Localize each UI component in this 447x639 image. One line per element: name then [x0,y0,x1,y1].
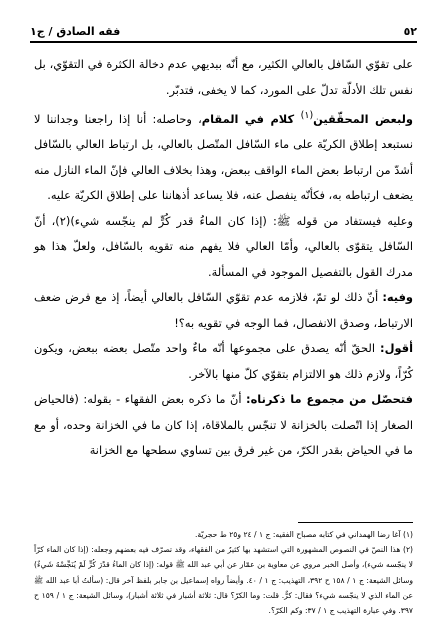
paragraph-5 [34,336,413,387]
paragraph-1: على تقوّي السّافل بالعالي الكثير، مع أنّه ببديهي عدم دخالة الكثرة في التقوّي، بل نفس تلك الأدلّة تدلّ على المورد، كما لا يخفى، فتدبّر. [34,57,413,97]
paragraph-2 [34,103,413,209]
paragraph-2-lead-continued: كلام في المقام [201,111,301,126]
page-header [30,20,417,38]
footnote-2: (٢) هذا النصّ في النصوص المشهورة التي استشهد بها كثيرٌ من الفقهاء، وقد تصرّف فيه بعضهم وجعله: (إذا كان الماء كرّاً لا ينجّسه شيء)، وأصل الخبر مروي عن معاوية بن عمّار عن أبي عبد الله ﷺ قوله: (إذا كان الماءُ قدْرَ كُرٍّ لَمْ يُنَجِّسْهُ شَيءٌ) وسائل الشيعة: ج ١ / ١٥٨ ح ٣٩٢، التهذيب: ج ١ / ٤٠. وأيضاً رواه إسماعيل بن جابر بلفظ آخر قال: (سألتُ أبا عبد الله ﷺ عن الماء الذي لا ينجّسه شيء؟ فقال: كرٌّ. قلت: وما الكرّ؟ قال: ثلاثة أشبار في ثلاثة أشبار)، وسائل الشيعة: ج ١ / ١٥٩ ح ٣٩٧. وفي عبارة التهذيب ج ١ / ٣٧: وكم الكرّ؟. [34,545,413,616]
paragraph-6 [34,387,413,464]
paragraph-3: وعليه فيستفاد من قوله ﷺ: (إذا كان الماءُ قدر كُرٍّ لم ينجّسه شيء)(٢)، أنّ السّافل يتقوّى بالعالي، وأمّا العالي فلا يفهم منه تقويه بالسّافل، ولعلّ هذا هو مدرك القول بالتفصيل الموجود في المسألة. [34,213,413,279]
paragraph-4 [34,285,413,336]
paragraph-2-lead: ولبعض المحقّقين [313,111,413,126]
paragraph-4-lead: وفيه: [382,290,413,305]
header-rule [30,41,417,43]
paragraph-2-text: ، وحاصله: أنا إذا راجعنا وجداننا لا نستبعد إطلاق الكريّة على ماء السّافل المتّصل بالعالي، بل ارتباط العالي بالسّافل أشدّ من ارتباط بعض الماء الواقف ببعض، وهذا بخلاف العالي فإنّ الماء النازل منه يضعف ارتباطه به، فكأنّه ينفصل عنه، فلا يساعد أذهاننا على إطلاق الكريّة عليه. [34,111,413,203]
paragraph-6-text: أنّ ما ذكره بعض الفقهاء - بقوله: (فالحياض الصغار إذا اتّصلت بالخزانة لا تنجّس بالملاقاة، إذا كان ما في الخزانة وحده، أو مع ما في الحياض بقدر الكرّ، من غير فرق بين تساوي سطحها مع الخزانة [34,392,413,458]
paragraph-5-text: الحقّ أنّه يصدق على مجموعها أنّه ماءٌ واحد متّصل بعضه ببعض، ويكون كُرّاً، ولازم ذلك هو الالتزام بتقوّي كلّ منها بالآخر. [34,341,413,381]
footnote-1: (١) آغا رضا الهمداني في كتابه مصباح الفقيه: ج ١ / ٢٤ و٢٥ ط حجريّة. [194,530,413,539]
paragraph-5-lead: أقول: [380,341,413,356]
paragraph-4-text: أنّ ذلك لو تمّ، فلازمه عدم تقوّي السّافل بالعالي أيضاً، إذ مع فرض ضعف الارتباط، وصدق الانفصال، فما الوجه في تقويه به؟! [34,290,413,330]
footnotes [34,527,413,618]
body-text [34,52,413,464]
footnote-rule [298,522,413,523]
page-number: ٥٢ [403,25,417,38]
paragraph-6-lead: فتحصّل من مجموع ما ذكرناه: [246,392,413,407]
running-title: فقه الصادق / ج١ [30,25,121,38]
footnote-ref-1: (١) [300,110,314,121]
